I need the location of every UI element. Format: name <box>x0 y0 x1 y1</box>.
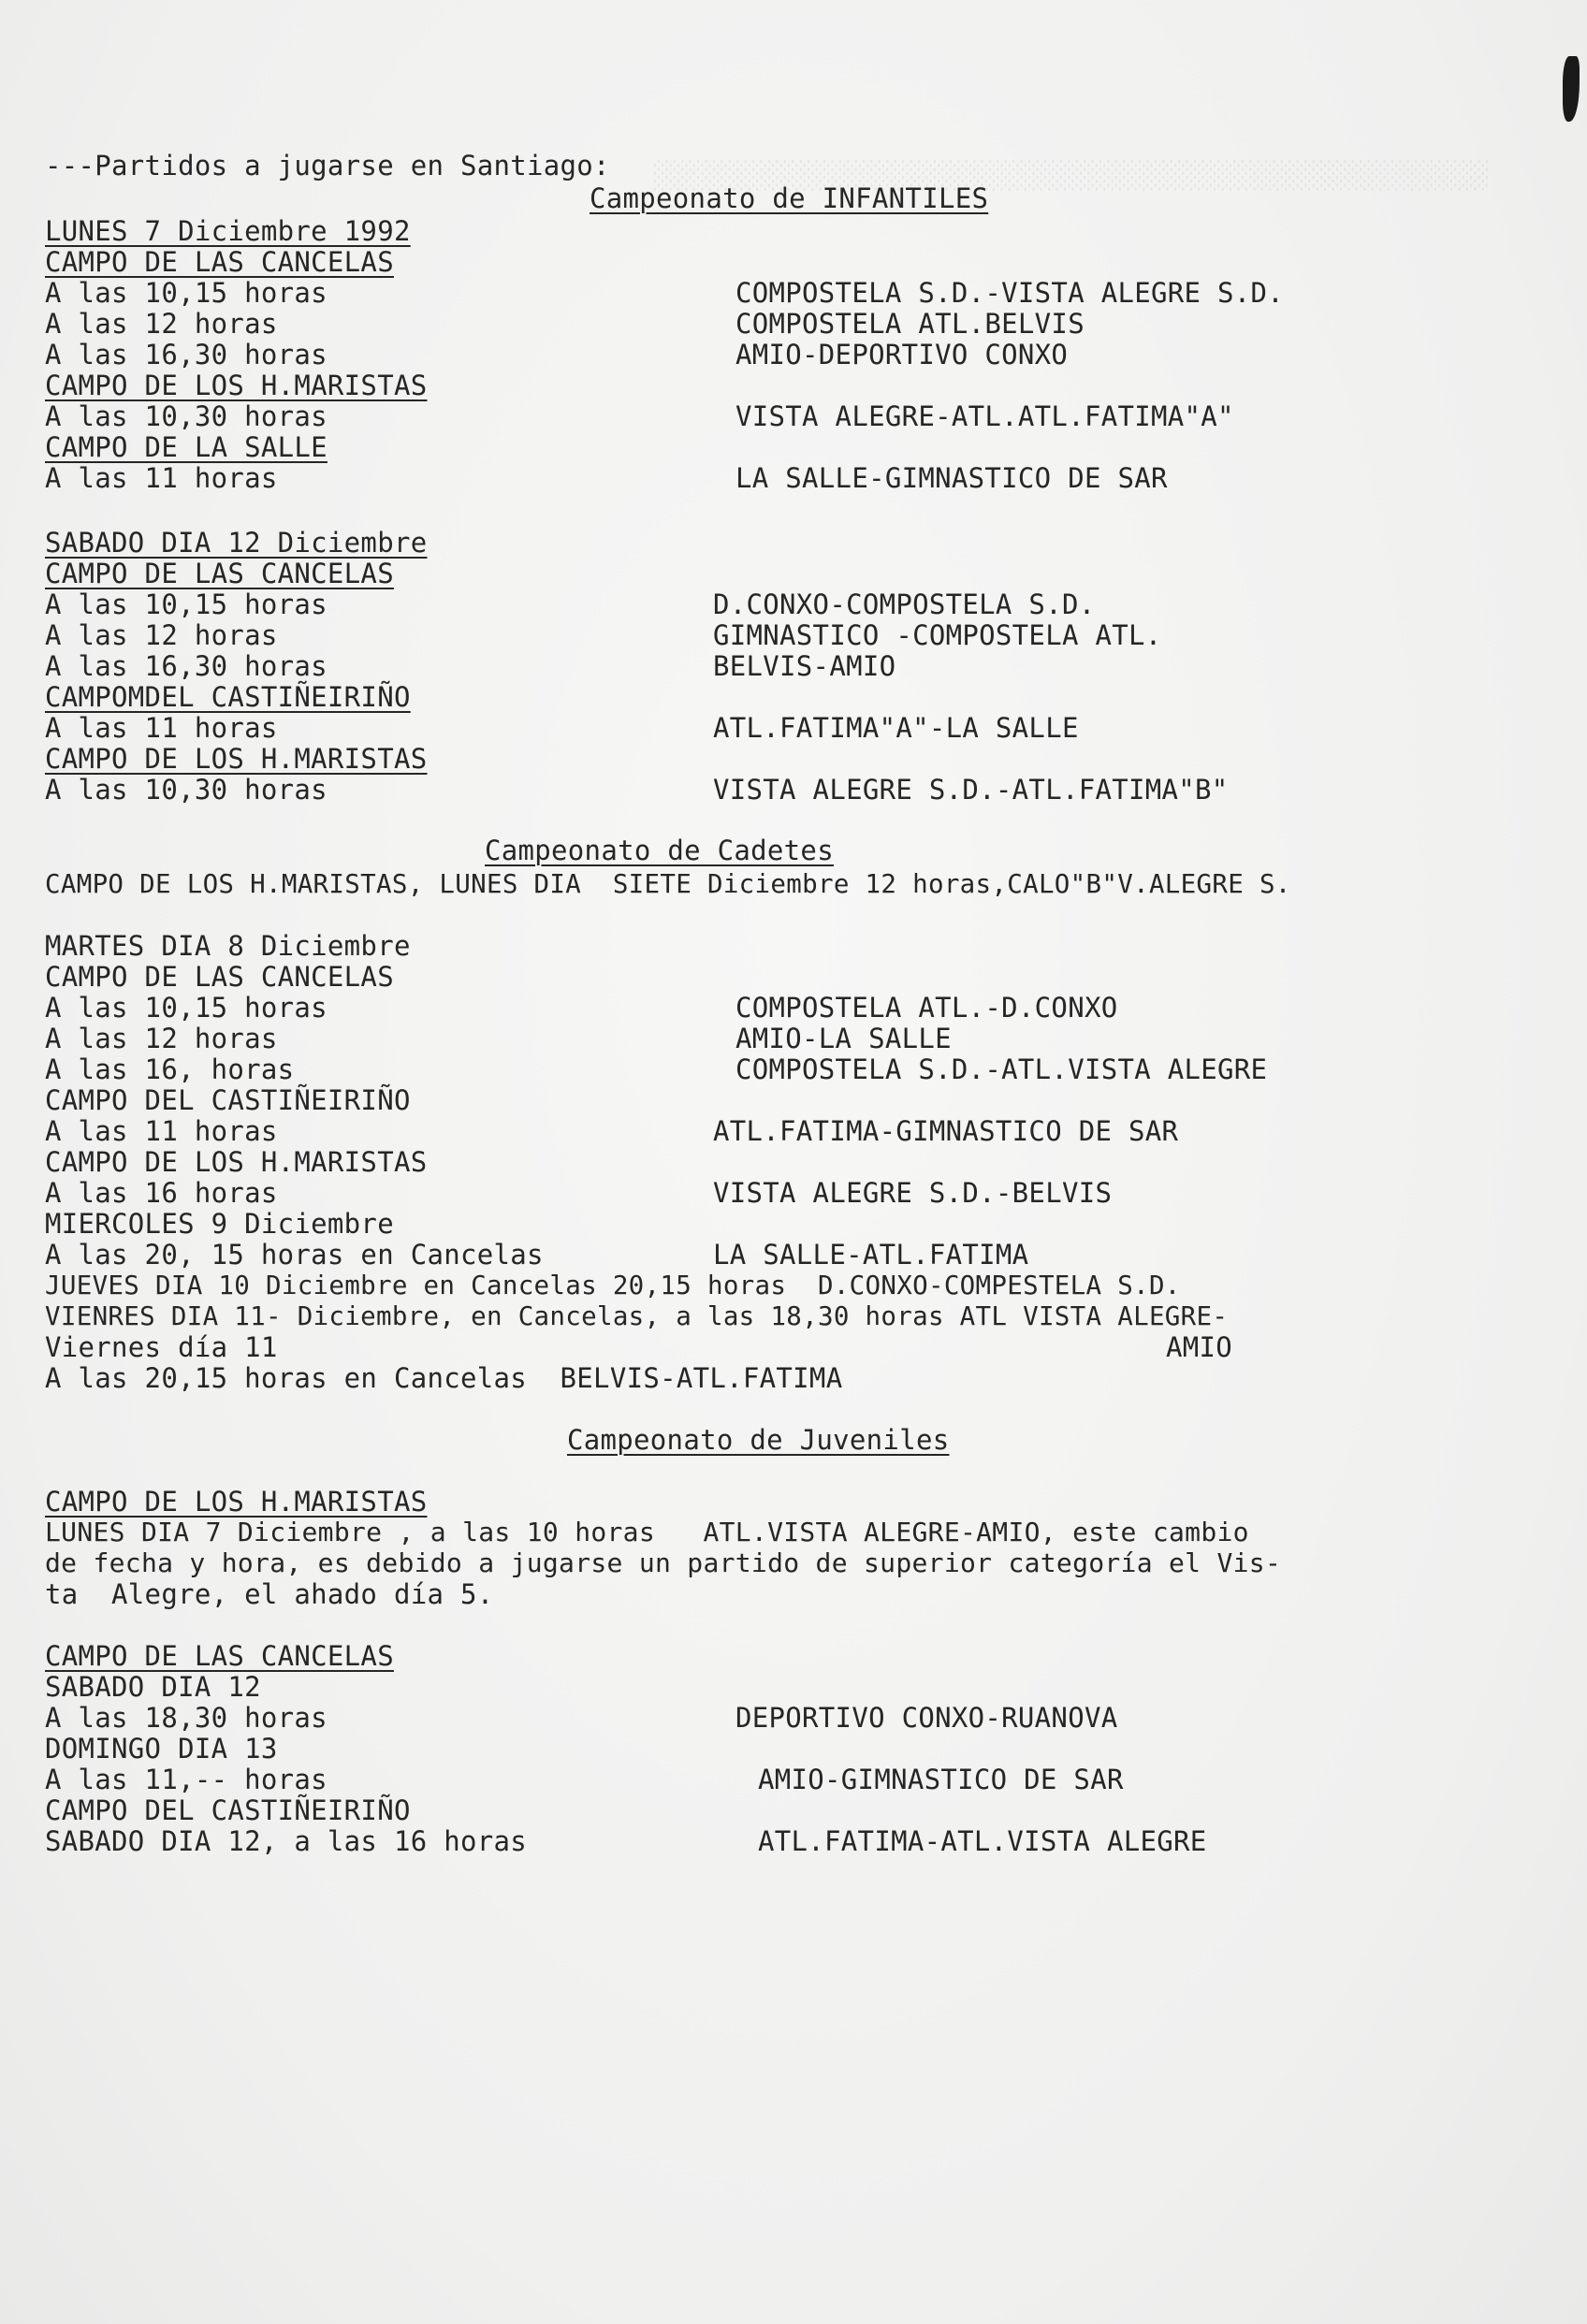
venue-heading: CAMPO DE LA SALLE <box>45 431 328 463</box>
match-time: A las 12 horas <box>45 1023 278 1054</box>
match-time: A las 10,15 horas <box>45 588 328 620</box>
match-time: A las 10,30 horas <box>45 774 328 806</box>
match-teams: VISTA ALEGRE-ATL.ATL.FATIMA"A" <box>735 400 1234 432</box>
section-title-infantiles: Campeonato de INFANTILES <box>590 182 989 214</box>
section-title-juveniles: Campeonato de Juveniles <box>567 1424 950 1456</box>
match-teams: COMPOSTELA S.D.-VISTA ALEGRE S.D. <box>735 277 1285 309</box>
match-teams: LA SALLE-GIMNASTICO DE SAR <box>735 462 1168 494</box>
match-time: A las 11 horas <box>45 712 278 744</box>
match-teams: COMPOSTELA ATL.BELVIS <box>735 308 1085 340</box>
show-through-texture: ░░░░░░░░░░░░░░░░░░░░░░░░░░░░░░░░░░░░░░░░░░░░░░░░░░░░░ <box>651 160 1488 191</box>
text-line: A las 20,15 horas en Cancelas BELVIS-ATL.FATIMA <box>45 1362 843 1394</box>
text-line: VIENRES DIA 11- Diciembre, en Cancelas, a las 18,30 horas ATL VISTA ALEGRE- <box>45 1301 1229 1331</box>
venue-heading: CAMPOMDEL CASTIÑEIRIÑO <box>45 681 411 713</box>
match-time: A las 16,30 horas <box>45 650 328 682</box>
text-line: LUNES DIA 7 Diciembre , a las 10 horas ATL.VISTA ALEGRE-AMIO, este cambio <box>45 1517 1249 1547</box>
date-heading: SABADO DIA 12 <box>45 1671 261 1703</box>
match-time: A las 10,15 horas <box>45 992 328 1024</box>
match-time: A las 12 horas <box>45 619 278 651</box>
match-time: A las 11 horas <box>45 462 278 494</box>
venue-heading: CAMPO DE LOS H.MARISTAS <box>45 370 428 401</box>
venue-heading: CAMPO DEL CASTIÑEIRIÑO <box>45 1794 411 1826</box>
text-line: CAMPO DE LOS H.MARISTAS, LUNES DIA SIETE Diciembre 12 horas,CALO"B"V.ALEGRE S. <box>45 869 1291 899</box>
match-time: A las 20, 15 horas en Cancelas <box>45 1239 544 1271</box>
venue-heading: CAMPO DE LOS H.MARISTAS <box>45 1486 428 1518</box>
text-line: Viernes día 11 <box>45 1331 278 1363</box>
venue-heading: CAMPO DE LAS CANCELAS <box>45 1640 394 1672</box>
match-teams: ATL.FATIMA-GIMNASTICO DE SAR <box>713 1115 1179 1147</box>
match-teams: AMIO-LA SALLE <box>735 1023 952 1054</box>
venue-heading: CAMPO DE LAS CANCELAS <box>45 558 394 589</box>
match-time: A las 18,30 horas <box>45 1702 328 1734</box>
match-teams: BELVIS-AMIO <box>713 650 896 682</box>
match-time: A las 16, horas <box>45 1053 295 1085</box>
text-line: JUEVES DIA 10 Diciembre en Cancelas 20,15 horas D.CONXO-COMPESTELA S.D. <box>45 1271 1181 1300</box>
match-teams: DEPORTIVO CONXO-RUANOVA <box>735 1702 1118 1734</box>
match-teams: ATL.FATIMA-ATL.VISTA ALEGRE <box>758 1825 1207 1857</box>
text-line: de fecha y hora, es debido a jugarse un partido de superior categoría el Vis- <box>45 1547 1282 1578</box>
match-time: A las 10,15 horas <box>45 277 328 309</box>
date-heading: DOMINGO DIA 13 <box>45 1733 278 1765</box>
match-teams: AMIO <box>1166 1331 1233 1363</box>
match-time: A las 11 horas <box>45 1115 278 1147</box>
venue-heading: CAMPO DE LAS CANCELAS <box>45 246 394 278</box>
match-time: A las 11,-- horas <box>45 1764 328 1795</box>
match-teams: COMPOSTELA ATL.-D.CONXO <box>735 992 1118 1024</box>
match-teams: ATL.FATIMA"A"-LA SALLE <box>713 712 1079 744</box>
match-teams: D.CONXO-COMPOSTELA S.D. <box>713 588 1096 620</box>
section-title-cadetes: Campeonato de Cadetes <box>485 835 834 866</box>
text-line: SABADO DIA 12, a las 16 horas <box>45 1825 528 1857</box>
match-teams: COMPOSTELA S.D.-ATL.VISTA ALEGRE <box>735 1053 1268 1085</box>
date-heading: SABADO DIA 12 Diciembre <box>45 527 428 559</box>
match-time: A las 10,30 horas <box>45 400 328 432</box>
date-heading: MIERCOLES 9 Diciembre <box>45 1208 394 1240</box>
date-heading: MARTES DIA 8 Diciembre <box>45 930 411 962</box>
venue-heading: CAMPO DE LAS CANCELAS <box>45 961 394 993</box>
ink-mark <box>1563 56 1580 122</box>
match-teams: VISTA ALEGRE S.D.-BELVIS <box>713 1177 1113 1209</box>
match-time: A las 16,30 horas <box>45 339 328 370</box>
match-teams: VISTA ALEGRE S.D.-ATL.FATIMA"B" <box>713 774 1229 806</box>
match-time: A las 16 horas <box>45 1177 278 1209</box>
date-heading: LUNES 7 Diciembre 1992 <box>45 215 411 247</box>
document-heading: ---Partidos a jugarse en Santiago: <box>45 150 610 182</box>
venue-heading: CAMPO DE LOS H.MARISTAS <box>45 1146 428 1178</box>
match-teams: AMIO-GIMNASTICO DE SAR <box>758 1764 1124 1795</box>
match-time: A las 12 horas <box>45 308 278 340</box>
match-teams: AMIO-DEPORTIVO CONXO <box>735 339 1069 370</box>
venue-heading: CAMPO DEL CASTIÑEIRIÑO <box>45 1084 411 1116</box>
match-teams: LA SALLE-ATL.FATIMA <box>713 1239 1029 1271</box>
match-teams: GIMNASTICO -COMPOSTELA ATL. <box>713 619 1162 651</box>
text-line: ta Alegre, el ahado día 5. <box>45 1578 494 1610</box>
venue-heading: CAMPO DE LOS H.MARISTAS <box>45 743 428 775</box>
